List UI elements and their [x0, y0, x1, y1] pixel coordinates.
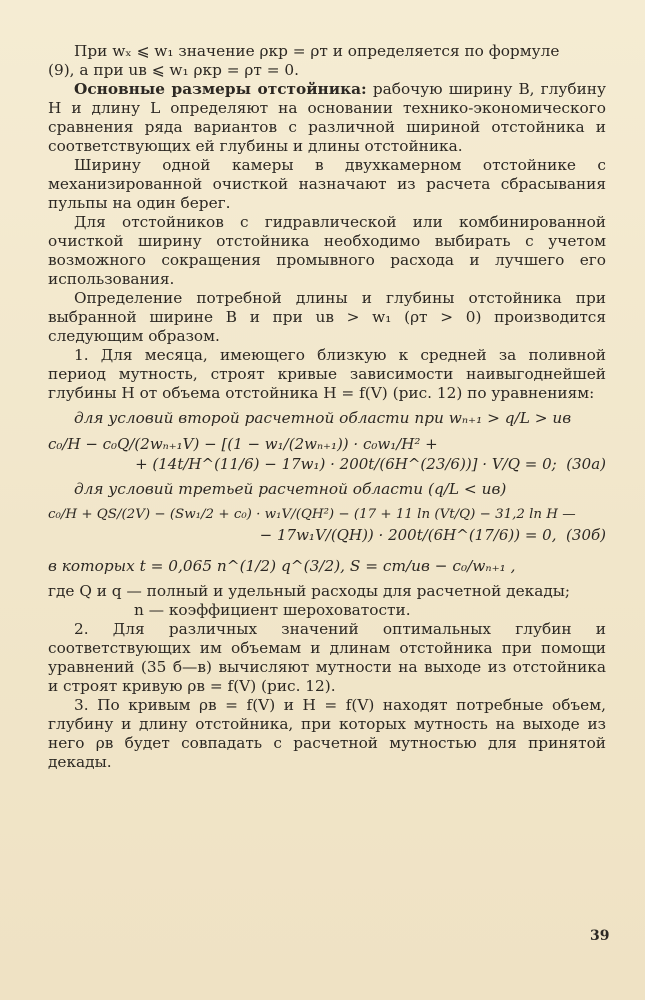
formula-30a-line-1: c₀/H − c₀Q/(2wₙ₊₁V) − [(1 − w₁/(2wₙ₊₁)) · c₀w₁/H² + — [48, 435, 438, 453]
page-content — [48, 42, 606, 772]
formula-30a — [48, 434, 606, 474]
paragraph-5: Определение потребной длины и глубины отстойника при выбранной ширине B и при uв > w₁ (ρт > 0) производится следующим образом. — [48, 289, 606, 345]
paragraph-2-text: рабочую ширину B, глубину H и длину L определяют на основании технико-экономического сравнения ряда вариантов с различной шириной отстойника и соответствующих ей глубины и длины отстойника. — [48, 80, 607, 155]
formula-30b-line-1: c₀/H + QS/(2V) − (Sw₁/2 + c₀) · w₁V/(QH²) − (17 + 11 ln (Vt/Q) − 31,2 ln H — — [48, 507, 576, 522]
formula-30a-label: (30а) — [566, 455, 606, 473]
paragraph-3: Ширину одной камеры в двухкамерном отстойнике с механизированной очисткой назначают из расчета сбрасывания пульпы на один берег. — [48, 156, 606, 212]
where-line: в которых t = 0,065 n^(1/2) q^(3/2), S = cт/uв − c₀/wₙ₊₁ , — [48, 557, 516, 575]
formula-30b-label: (30б) — [566, 526, 606, 544]
section-heading: Основные размеры отстойника: — [74, 80, 367, 98]
definition-1: где Q и q — полный и удельный расходы для расчетной декады; — [48, 582, 571, 600]
formula-30b-line-2 — [48, 525, 606, 545]
definition-2: n — коэффициент шероховатости. — [134, 601, 411, 619]
paragraph-2 — [48, 80, 606, 156]
paragraph-1-line-1: При wₓ ⩽ w₁ значение ρкр = ρт и определяется по формуле — [74, 42, 560, 60]
paragraph-7: 2. Для различных значений оптимальных глубин и соответствующих им объемам и длинам отстойника при помощи уравнений (35 б—в) вычисляют мутности на выходе из отстойника и строят кривую ρв = f(V) (рис. 12). — [48, 620, 606, 695]
condition-third-region: для условий третьей расчетной области (q/L < uв) — [74, 480, 507, 498]
condition-second-region: для условий второй расчетной области при wₙ₊₁ > q/L > uв — [74, 409, 572, 427]
formula-30a-line-2-text: + (14t/H^(11/6) − 17w₁) · 200t/(6H^(23/6))] · V/Q = 0; — [135, 455, 557, 473]
formula-30b-line-2-text: − 17w₁V/(QH)) · 200t/(6H^(17/6)) = 0, — [259, 526, 557, 544]
page-number: 39 — [590, 928, 610, 944]
paragraph-1-line-2: (9), а при uв ⩽ w₁ ρкр = ρт = 0. — [48, 61, 299, 79]
paragraph-6: 1. Для месяца, имеющего близкую к средней за поливной период мутность, строят кривые зависимости наивыгоднейшей глубины H от объема отстойника H = f(V) (рис. 12) по уравнениям: — [48, 346, 606, 402]
formula-30b — [48, 505, 606, 545]
paragraph-8: 3. По кривым ρв = f(V) и H = f(V) находят потребные объем, глубину и длину отстойника, при которых мутность на выходе из него ρв будет совпадать с расчетной мутностью для принятой декады. — [48, 696, 606, 771]
formula-30a-line-2 — [48, 454, 606, 474]
paragraph-4: Для отстойников с гидравлической или комбинированной очисткой ширину отстойника необходимо выбирать с учетом возможного сокращения промывного расхода и лучшего его использования. — [48, 213, 606, 288]
